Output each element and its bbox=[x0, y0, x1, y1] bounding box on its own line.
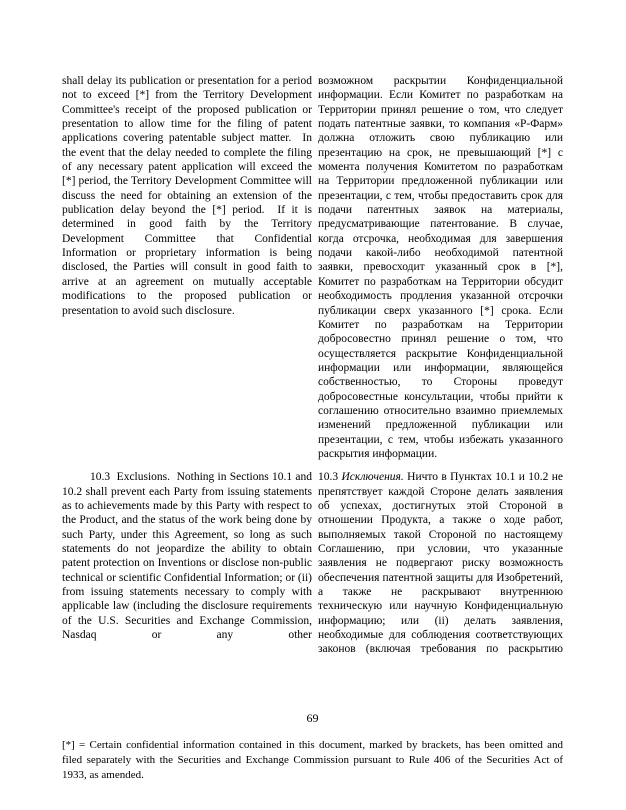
english-clause-10-3-exclusions: 10.3 Exclusions. Nothing in Sections 10.1 and 10.2 shall prevent each Party from issuing statements as to achievements made by this Party with respect to the Product, and the status of the work being done by such Party, under this Agreement, so long as such statements do not jeopardize the ability to obtain patent protection on Inventions or disclose non-public technical or scientific Confidential Information; or (ii) from issuing statements necessary to comply with applicable law (including the disclosure requirements of the U.S. Securities and Exchange Commission, Nasdaq or any other bbox=[62, 471, 312, 642]
contract-body bbox=[62, 74, 563, 657]
russian-clause-number: 10.3 bbox=[318, 471, 342, 484]
page-number: 69 bbox=[306, 711, 319, 725]
clause-row-1 bbox=[62, 74, 563, 461]
clause-row-2 bbox=[62, 470, 563, 656]
russian-clause-continuation: возможном раскрытии Конфиденциальной информации. Если Комитет по разработкам на Территории принял решение о том, что следует подать патентные заявки, то компания «Р-Фарм» должна отложить свою публикацию или презентацию на срок, не превышающий [*] с момента получения Комитетом по разработкам на Территории предложенной публикации или презентации, с тем, чтобы предоставить срок для подачи патентных заявок на материалы, предусматривающие патентование. В случае, когда отсрочка, необходимая для завершения подачи какой-либо необходимой патентной заявки, превосходит указанный срок в [*], Комитет по разработкам на Территории обсудит необходимость продления указанной отсрочки публикации сверх указанного [*] срока. Если Комитет по разработкам на Территории добросовестно принял решение о том, что осуществляется раскрытие Конфиденциальной информации или информации, являющейся собственностью, то Стороны проведут добросовестные консультации, чтобы прийти к соглашению относительно взаимно приемлемых изменений предложенной публикации или презентации, с тем, чтобы избежать указанного раскрытия информации. bbox=[318, 75, 563, 460]
confidentiality-footnote: [*] = Certain confidential information contained in this document, marked by brackets, has been omitted and filed separately with the Securities and Exchange Commission pursuant to Rule 406 of the Securities Act of 1933, as amended. bbox=[62, 739, 563, 781]
russian-clause-text: Ничто в Пунктах 10.1 и 10.2 не препятствует каждой Стороне делать заявления об успехах, достигнутых этой Стороной в отношении Продукта, а также о ходе работ, выполняемых такой Стороной по настоящему Соглашению, при условии, что указанные заявления не подвергают риску возможность обеспечения патентной защиты для Изобретений, а также не раскрывают внутреннюю техническую или научную Конфиденциальную информацию; или (ii) делать заявления, необходимые для соблюдения соответствующих законов (включая требования по раскрытию bbox=[318, 471, 564, 656]
russian-clause-10-3-exclusions bbox=[318, 470, 563, 656]
russian-clause-title: Исключения. bbox=[341, 471, 404, 484]
english-clause-continuation: shall delay its publication or presentation for a period not to exceed [*] from the Territory Development Committee's receipt of the proposed publication or presentation to allow time for the filing of patent applications covering patentable subject matter. In the event that the delay needed to complete the filing of any necessary patent application will exceed the [*] period, the Territory Development Committee will discuss the need for obtaining an extension of the publication delay beyond the [*] period. If it is determined in good faith by the Territory Development Committee that Confidential Information or proprietary information is being disclosed, the Parties will consult in good faith to arrive at an agreement on mutually acceptable modifications to the proposed publication or presentation to avoid such disclosure. bbox=[62, 75, 312, 317]
